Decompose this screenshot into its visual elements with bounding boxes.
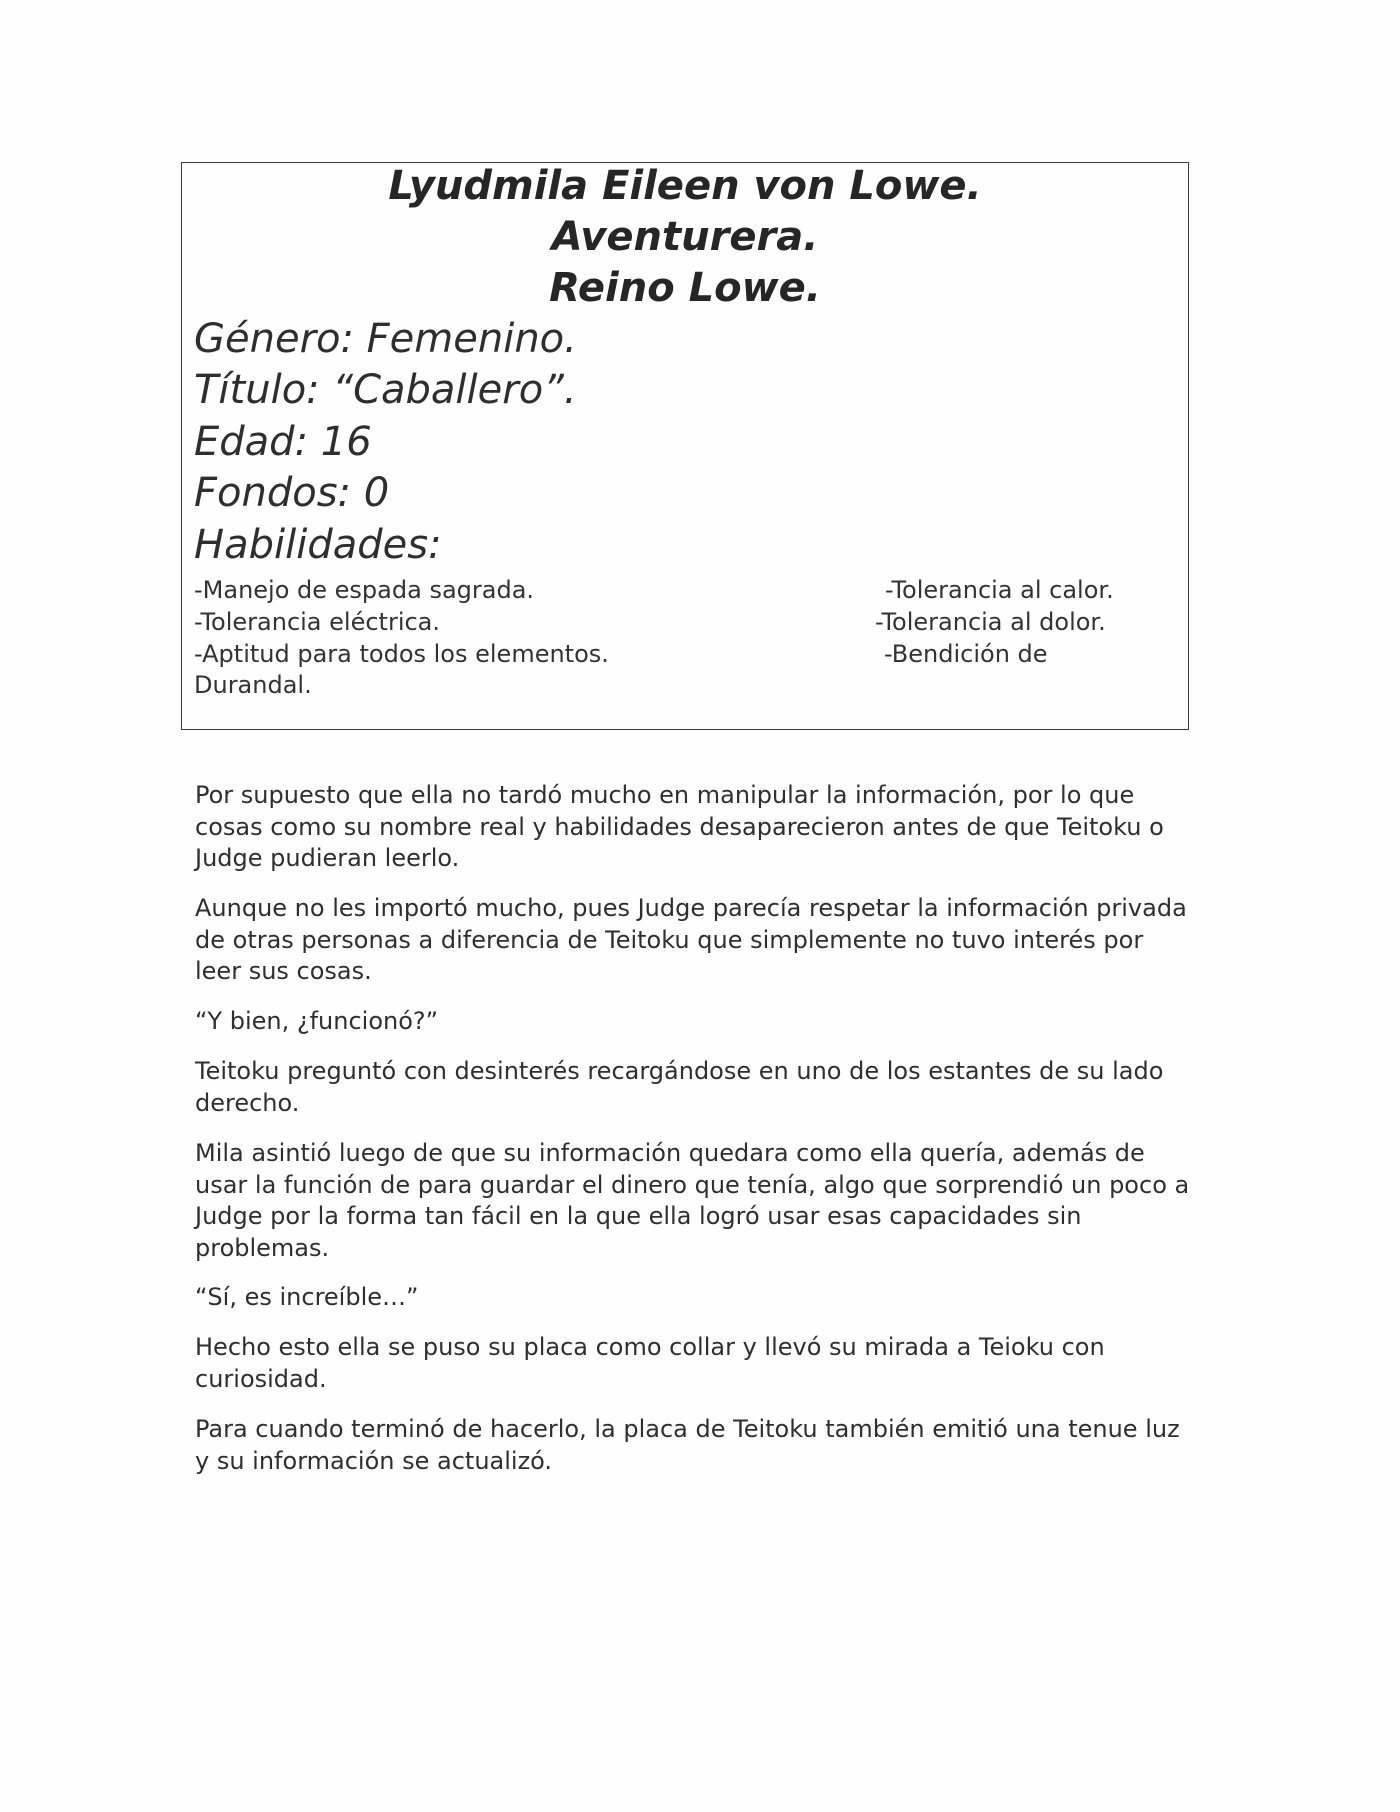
paragraph-3: “Y bien, ¿funcionó?” <box>195 1007 439 1035</box>
card-name: Lyudmila Eileen von Lowe. <box>388 163 982 209</box>
paragraph-5: Mila asintió luego de que su información quedara como ella quería, además de usar la función de para guardar el dinero que tenía, algo que sorprendió un poco a Judge por la forma tan fácil en la que ella logró usar esas capacidades sin problemas. <box>195 1139 1190 1262</box>
card-class: Aventurera. <box>551 214 819 260</box>
skill-right-1: -Tolerancia al calor. <box>885 576 1114 604</box>
field-skills-heading: Habilidades: <box>194 522 442 568</box>
paragraph-7: Hecho esto ella se puso su placa como collar y llevó su mirada a Teioku con curiosidad. <box>195 1333 1105 1393</box>
paragraph-6: “Sí, es increíble…” <box>195 1283 419 1311</box>
status-card <box>181 162 1189 730</box>
field-age: Edad: 16 <box>194 419 372 465</box>
skill-left-1: -Manejo de espada sagrada. <box>194 576 535 604</box>
skill-right-2: -Tolerancia al dolor. <box>875 608 1106 636</box>
card-kingdom: Reino Lowe. <box>549 265 821 311</box>
paragraph-2: Aunque no les importó mucho, pues Judge parecía respetar la información privada de otras personas a diferencia de Teitoku que simplemente no tuvo interés por leer sus cosas. <box>195 894 1187 985</box>
field-funds: Fondos: 0 <box>194 470 390 516</box>
skill-right-3: -Bendición de <box>884 640 1048 668</box>
field-gender: Género: Femenino. <box>194 316 577 362</box>
paragraph-1: Por supuesto que ella no tardó mucho en manipular la información, por lo que cosas como su nombre real y habilidades desaparecieron antes de que Teitoku o Judge pudieran leerlo. <box>195 781 1164 872</box>
paragraph-4: Teitoku preguntó con desinterés recargándose en uno de los estantes de su lado derecho. <box>195 1057 1164 1117</box>
skill-left-4: Durandal. <box>194 671 312 699</box>
paragraph-8: Para cuando terminó de hacerlo, la placa de Teitoku también emitió una tenue luz y su información se actualizó. <box>195 1415 1180 1475</box>
skill-left-3: -Aptitud para todos los elementos. <box>194 640 609 668</box>
skill-left-2: -Tolerancia eléctrica. <box>194 608 441 636</box>
field-title: Título: “Caballero”. <box>194 367 577 413</box>
